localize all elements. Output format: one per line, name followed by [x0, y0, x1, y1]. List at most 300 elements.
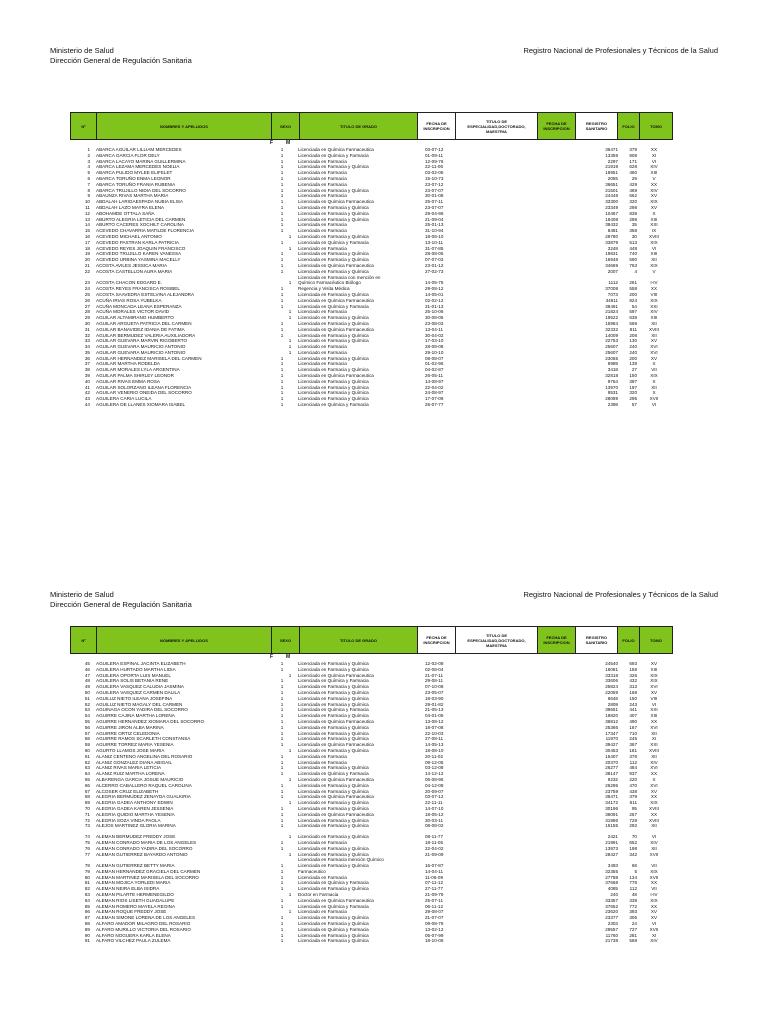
row-folio: 298 [629, 204, 637, 210]
row-fecha: 08-08-02 [425, 823, 444, 829]
row-registro: 24448 [605, 193, 618, 199]
row-sexo-m: 1 [288, 747, 292, 753]
row-name: ALEMAN GUTIERREZ BAYARDO ANTONIO [96, 851, 188, 857]
row-fecha: 27-11-77 [425, 886, 444, 892]
row-registro: 23377 [605, 915, 618, 921]
row-tomo: XV [650, 788, 658, 794]
row-titulo: Licenciada en Farmacia y Química [298, 695, 369, 701]
row-fecha: 27-08-11 [425, 736, 444, 742]
row-registro: 24540 [605, 661, 618, 666]
row-folio: 306 [629, 915, 637, 921]
row-name: ALEMAN ROQUE FREDDY JOSE [96, 909, 167, 915]
row-sexo-m: 1 [288, 776, 292, 782]
row-sexo-f: 1 [280, 759, 284, 765]
row-sexo-f: 1 [280, 811, 284, 817]
table-body-page-1 [0, 147, 768, 408]
row-registro: 36812 [605, 718, 618, 724]
row-number: 87 [84, 915, 90, 921]
row-tomo: XV [650, 204, 658, 210]
row-sexo-f: 1 [280, 228, 284, 234]
row-tomo: XIX [650, 239, 658, 245]
row-sexo-f: 1 [280, 251, 284, 257]
row-tomo: VII [651, 367, 657, 373]
row-registro: 33879 [605, 239, 618, 245]
row-fecha: 30-03-11 [425, 817, 444, 823]
row-fecha: 25-07-11 [425, 897, 444, 903]
row-folio: 513 [629, 239, 637, 245]
row-fecha: 22-10-03 [425, 730, 444, 736]
row-fecha: 01-02-96 [425, 361, 444, 367]
row-fecha: 30-01-08 [425, 193, 444, 199]
row-folio: 112 [629, 759, 637, 765]
row-folio: 397 [629, 378, 637, 384]
row-number: 21 [84, 262, 90, 268]
row-number: 50 [84, 689, 90, 695]
row-sexo-f: 1 [280, 320, 284, 326]
col-name: NOMBRES Y APELLIDOS [97, 627, 272, 653]
row-folio: 484 [629, 765, 637, 771]
col-num: Nº [71, 627, 97, 653]
row-titulo: Licenciada en Farmacia [298, 759, 347, 765]
row-fecha: 17-03-10 [425, 338, 444, 344]
row-titulo: Licenciado en Farmacia y Química [298, 747, 369, 753]
row-tomo: XI [651, 932, 657, 938]
row-titulo: Licenciada en Farmacia y Química [298, 915, 369, 921]
row-name: ABARCA GARCIA FLOR DELY [96, 152, 160, 158]
row-registro: 11970 [605, 736, 618, 742]
row-tomo: XIV [650, 164, 658, 170]
row-tomo: X [652, 390, 656, 396]
row-tomo: XV [650, 915, 658, 921]
row-titulo: Licenciada en Farmacia y Química [298, 823, 369, 829]
row-number: 10 [84, 199, 90, 205]
row-titulo: Licenciada en Farmacia y Química [298, 863, 369, 869]
row-tomo: VI [651, 834, 657, 840]
row-titulo: Licenciada en Farmacia y Química [298, 921, 369, 927]
row-registro: 23759 [605, 788, 618, 794]
row-tomo: XI [651, 736, 657, 742]
row-name: ALEMAN MOJICA YORLEDI MARIA [96, 880, 171, 886]
row-number: 47 [84, 672, 90, 678]
row-registro: 23620 [605, 909, 618, 915]
table-row [0, 857, 768, 869]
row-titulo: Licenciada en Farmacia y Química [298, 765, 369, 771]
row-name: ALFARO AMADOR MILAGRO DEL ROSARIO [96, 921, 191, 927]
row-number: 4 [87, 164, 90, 170]
row-titulo: Licenciada en Farmacia [298, 839, 347, 845]
row-fecha: 20-11-02 [425, 753, 444, 759]
row-fecha: 23-05-07 [425, 689, 444, 695]
row-fecha: 03-12-08 [425, 765, 444, 771]
row-folio: 150 [629, 695, 637, 701]
row-name: ACOSTA SAAVEDRA ESTELVINA ALEJANDRA [96, 291, 195, 297]
row-titulo: Licenciada en Química Farmaceutica [298, 718, 374, 724]
row-name: AGUIRRE RAMOS SCARLETH CONSTANSA [96, 736, 191, 742]
row-number: 79 [84, 868, 90, 874]
row-sexo-f: 1 [280, 396, 284, 402]
row-name: AGUILAR PALMA SHIRLEY LEONOR [96, 373, 174, 379]
directorate-name: Dirección General de Regulación Sanitaria [50, 600, 192, 609]
row-number: 27 [84, 303, 90, 309]
row-registro: 240 [610, 892, 618, 898]
row-folio: 208 [629, 332, 637, 338]
row-registro: 21738 [605, 938, 618, 944]
row-sexo-f: 1 [280, 147, 284, 152]
row-number: 55 [84, 718, 90, 724]
row-tomo: XII [651, 823, 657, 829]
row-fecha: 14-04-11 [425, 868, 444, 874]
row-folio: 342 [629, 851, 637, 857]
row-tomo: XIII [650, 251, 658, 257]
row-titulo: Licenciada en Farmacia [298, 181, 347, 187]
row-number: 61 [84, 753, 90, 759]
row-number: 23 [84, 280, 90, 286]
row-name: AGUILAR RIVAS EMMA ROSA [96, 378, 160, 384]
row-fecha: 29-04-96 [425, 210, 444, 216]
row-name: AGUIRRE HERNANDEZ XIOMARA DEL SOCORRO [96, 718, 205, 724]
row-fecha: 30-08-05 [425, 315, 444, 321]
row-number: 91 [84, 938, 90, 944]
row-tomo: X [652, 361, 656, 367]
row-fecha: 23-01-12 [425, 262, 444, 268]
row-number: 65 [84, 776, 90, 782]
row-folio: 326 [629, 672, 637, 678]
row-sexo-f: 1 [280, 874, 284, 880]
row-folio: 29 [631, 175, 637, 181]
row-fecha: 28-08-08 [425, 344, 444, 350]
row-folio: 134 [629, 874, 637, 880]
row-sexo-f: 1 [280, 765, 284, 771]
row-number: 89 [84, 926, 90, 932]
row-name: ALEMAN SIMONE LORENA DE LOS ANGELES [96, 915, 196, 921]
row-folio: 240 [629, 349, 637, 355]
row-folio: 367 [629, 742, 637, 748]
row-tomo: XIX [650, 373, 658, 379]
row-registro: 3493 [607, 863, 618, 869]
row-number: 19 [84, 251, 90, 257]
row-folio: 376 [629, 753, 637, 759]
row-fecha: 14-08-97 [425, 378, 444, 384]
row-tomo: XIX [650, 672, 658, 678]
row-name: ALCERRO CABALLERO RAQUEL CAROLINA [96, 782, 192, 788]
row-tomo: XI [651, 152, 657, 158]
row-folio: 57 [631, 402, 637, 408]
row-name: AGUINAGA OCON YADIRA DEL SOCORRO [96, 707, 188, 713]
row-titulo: Licenciada en Farmacia y Química [298, 805, 369, 811]
ministry-name: Ministerio de Salud [50, 46, 114, 55]
row-tomo: XVIII [649, 326, 659, 332]
row-fecha: 18-06-10 [425, 233, 444, 239]
row-number: 72 [84, 817, 90, 823]
row-titulo: Licenciada en Química y Farmacia [298, 152, 369, 158]
row-sexo-f: 1 [280, 730, 284, 736]
row-fecha: 13-10-11 [425, 239, 444, 245]
row-fecha: 14-05-75 [425, 280, 444, 286]
row-fecha: 18-08-10 [425, 747, 444, 753]
row-registro: 8989 [607, 361, 618, 367]
row-registro: 13973 [605, 845, 618, 851]
row-name: ACEVEDO URBINA YASMINA MACELLY [96, 257, 181, 263]
row-registro: 36471 [605, 794, 618, 800]
row-number: 42 [84, 390, 90, 396]
row-name: ALEMAN CONRADO YADIRA DEL SOCORRO [96, 845, 193, 851]
row-titulo: Licenciado en Química Farmaceutica [298, 672, 374, 678]
row-sexo-f: 1 [280, 689, 284, 695]
row-fecha: 14-12-12 [425, 771, 444, 777]
row-registro: 2398 [607, 402, 618, 408]
row-titulo: Licenciada en Farmacia y Química [298, 164, 369, 170]
row-tomo: XX [650, 718, 658, 724]
row-tomo: XVI [650, 724, 658, 730]
row-sexo-f: 1 [280, 718, 284, 724]
row-name: AGUILERA VASQUEZ CARMEN DALILA [96, 689, 181, 695]
row-fecha: 27-02-73 [425, 268, 444, 274]
row-name: ABAUNZA RIVAS MARTHA MARIA [96, 193, 169, 199]
col-tomo: TOMO [650, 123, 662, 129]
row-number: 62 [84, 759, 90, 765]
row-folio: 295 [629, 396, 637, 402]
table-row [0, 823, 768, 829]
row-folio: 5 [634, 868, 637, 874]
row-name: ACOSTA CHACON EDGARD E. [96, 280, 163, 286]
row-number: 82 [84, 886, 90, 892]
row-name: AGUILERA ESPINAL JACINTA ELIZABETH [96, 661, 186, 666]
row-tomo: XVII [649, 851, 659, 857]
row-name: ALEGRIA QUIDIO MARTHA YESENIA [96, 811, 175, 817]
row-name: ACOSTA AVILES JESSICA MARIA [96, 262, 168, 268]
row-name: ALEGRIA GADEA KAREN JESSENIA [96, 805, 174, 811]
row-registro: 36091 [605, 811, 618, 817]
row-registro: 34669 [605, 262, 618, 268]
row-folio: 628 [629, 164, 637, 170]
row-fecha: 03-07-12 [425, 147, 444, 152]
row-number: 73 [84, 823, 90, 829]
row-fecha: 23-07-12 [425, 181, 444, 187]
col-folio: FOLIO [618, 113, 640, 139]
row-tomo: XII [651, 332, 657, 338]
row-registro: 21919 [605, 164, 618, 170]
row-registro: 23349 [605, 204, 618, 210]
row-sexo-f: 1 [280, 863, 284, 869]
row-registro: 26295 [605, 782, 618, 788]
row-titulo: Licenciada en Química Farmaceutica [298, 147, 374, 152]
row-fecha: 02-02-12 [425, 297, 444, 303]
row-tomo: XX [650, 794, 658, 800]
row-name: ALFARO MURILLO VICTORIA DEL ROSARIO [96, 926, 191, 932]
row-titulo: Licenciada en Farmacia y Química [298, 187, 369, 193]
row-sexo-f: 1 [280, 845, 284, 851]
row-number: 46 [84, 666, 90, 672]
row-fecha: 26-05-11 [425, 373, 444, 379]
row-titulo: Regencia y Visita Médica [298, 286, 350, 292]
row-sexo-m: 1 [288, 315, 292, 321]
row-tomo: XII [651, 257, 657, 263]
row-sexo-f: 1 [280, 805, 284, 811]
row-fecha: 02-08-04 [425, 666, 444, 672]
row-folio: 693 [629, 661, 637, 666]
table-header [70, 112, 673, 140]
row-folio: 429 [629, 181, 637, 187]
row-fecha: 14-05-01 [425, 291, 444, 297]
row-fecha: 23-07-07 [425, 204, 444, 210]
org-header [50, 46, 192, 66]
row-sexo-f: 1 [280, 736, 284, 742]
row-titulo: Licenciada en Química y Farmacia [298, 239, 369, 245]
row-name: AGUILAR ALTAMIRANO HUMBERTO [96, 315, 174, 321]
row-titulo: Licenciada en Farmacia y Química [298, 886, 369, 892]
row-tomo: XX [650, 286, 658, 292]
row-folio: 68 [631, 863, 637, 869]
row-folio: 48 [631, 892, 637, 898]
row-titulo: Licenciada en Farmacia y Química [298, 817, 369, 823]
row-registro: 25607 [605, 344, 618, 350]
row-registro: 9232 [607, 776, 618, 782]
row-titulo: Licenciada en Química Farmaceutica [298, 199, 374, 205]
row-registro: 14009 [605, 332, 618, 338]
row-registro: 34172 [605, 800, 618, 806]
row-number: 6 [87, 175, 90, 181]
row-fecha: 25-07-11 [425, 199, 444, 205]
row-titulo: Licenciada en Química y Farmacia [298, 771, 369, 777]
row-name: ABARCA LEZAMA MERCEDES NOELIA [96, 164, 180, 170]
row-name: ALANIZ GONZALEZ DIANA ABIGAIL [96, 759, 173, 765]
row-registro: 25607 [605, 349, 618, 355]
row-name: AGUILAR VENERIO ONEIDA DEL SOCORRO [96, 390, 192, 396]
row-titulo: Licenciado en Farmacia y Química [298, 315, 369, 321]
table-row [0, 275, 768, 287]
row-tomo: XV [650, 355, 658, 361]
row-name: ACUÑA IRIAS ROSA YUBELKA [96, 297, 162, 303]
row-titulo: Licenciada en Farmacia y Química [298, 932, 369, 938]
col-fecha-2: FECHA DE INSCRIPCION [538, 113, 576, 139]
row-registro: 8481 [607, 228, 618, 234]
col-folio: FOLIO [618, 627, 640, 653]
row-folio: 710 [629, 730, 637, 736]
page-2 [0, 586, 768, 1024]
col-fecha: FECHA DE INSCRIPCION [418, 627, 456, 653]
row-titulo: Licenciada en Farmacia y Química [298, 384, 369, 390]
row-fecha: 04-01-05 [425, 713, 444, 719]
row-fecha: 21-09-09 [425, 851, 444, 857]
row-fecha: 21-07-11 [425, 672, 444, 678]
row-titulo: Licenciada en Farmacia y Química [298, 251, 369, 257]
row-number: 83 [84, 892, 90, 898]
row-registro: 1112 [608, 280, 618, 286]
row-fecha: 04-02-87 [425, 367, 444, 373]
row-fecha: 25-01-13 [425, 222, 444, 228]
row-fecha: 17-07-09 [425, 396, 444, 402]
row-sexo-f: 1 [280, 297, 284, 303]
row-registro: 19522 [605, 315, 618, 321]
row-fecha: 24-08-97 [425, 390, 444, 396]
row-sexo-f: 1 [280, 823, 284, 829]
row-number: 64 [84, 771, 90, 777]
row-titulo: Licenciado en Farmacia y Química [298, 800, 369, 806]
row-number: 28 [84, 309, 90, 315]
row-tomo: XXI [650, 303, 658, 309]
row-sexo-f: 1 [280, 199, 284, 205]
row-fecha: 06-11-12 [425, 903, 444, 909]
row-sexo-f: 1 [280, 915, 284, 921]
row-folio: 460 [629, 170, 637, 176]
row-tomo: X [652, 210, 656, 216]
row-registro: 32355 [605, 868, 618, 874]
col-sexo: SEXO [272, 113, 300, 139]
row-number: 35 [84, 349, 90, 355]
row-registro: 27788 [605, 874, 618, 880]
row-sexo-f: 1 [280, 326, 284, 332]
row-name: ACEVEDO TRUJILLO KAREN VANESSA [96, 251, 182, 257]
col-fecha-2: FECHA DE INSCRIPCION [538, 627, 576, 653]
row-fecha: 20-09-07 [425, 788, 444, 794]
row-titulo: Licenciada en Química Farmaceutica [298, 262, 374, 268]
row-titulo: Químico Farmacéutico Biólogo [298, 280, 361, 286]
col-registro: REGISTRO SANITARIO [576, 627, 618, 653]
row-fecha: 22-11-06 [425, 164, 444, 170]
row-number: 56 [84, 724, 90, 730]
row-fecha: 18-11-05 [425, 839, 444, 845]
row-fecha: 09-12-05 [425, 759, 444, 765]
row-folio: 590 [629, 257, 637, 263]
row-titulo: Licenciada en Química Farmaceutica [298, 297, 374, 303]
row-sexo-f: 1 [280, 695, 284, 701]
row-fecha: 03-02-05 [425, 170, 444, 176]
row-sexo-f: 1 [280, 868, 284, 874]
row-number: 26 [84, 297, 90, 303]
row-name: AGUILAR BERMUDEZ VALERIA AUXILIADORA [96, 332, 196, 338]
row-number: 29 [84, 315, 90, 321]
row-registro: 7073 [607, 291, 618, 297]
col-titulo: TITULO DE GRADO [300, 627, 418, 653]
row-folio: 597 [629, 309, 637, 315]
row-folio: 470 [629, 782, 637, 788]
row-registro: 34811 [605, 297, 618, 303]
row-tomo: VI [651, 921, 657, 927]
row-tomo: XV [650, 909, 658, 915]
row-folio: 393 [629, 909, 637, 915]
row-fecha: 29-10-10 [425, 349, 444, 355]
row-titulo: Licenciada en Farmacia y Química [298, 689, 369, 695]
row-number: 39 [84, 373, 90, 379]
row-number: 54 [84, 713, 90, 719]
row-folio: 168 [629, 689, 637, 695]
row-name: ALEMAN NEIRA ELBA ISIDRA [96, 886, 160, 892]
row-number: 70 [84, 805, 90, 811]
row-registro: 18408 [605, 216, 618, 222]
row-titulo: Licenciada en Química y Farmacia [298, 402, 369, 408]
row-titulo: Licenciada en Farmacia y Química [298, 661, 369, 666]
row-fecha: 14-05-13 [425, 742, 444, 748]
row-folio: 320 [629, 199, 637, 205]
col-fecha: FECHA DE INSCRIPCION [418, 113, 456, 139]
row-titulo: Licenciada en Química y Farmacia [298, 678, 369, 684]
row-registro: 20370 [605, 759, 618, 765]
row-number: 8 [87, 187, 90, 193]
row-number: 60 [84, 747, 90, 753]
row-tomo: XIX [650, 297, 658, 303]
row-number: 3 [87, 158, 90, 164]
row-sexo-f: 1 [280, 239, 284, 245]
row-folio: 281 [629, 932, 637, 938]
row-name: AGUILUZ NIETO MAGALY DEL CARMEN [96, 701, 183, 707]
row-number: 75 [84, 839, 90, 845]
row-sexo-f: 1 [280, 742, 284, 748]
row-number: 44 [84, 402, 90, 408]
row-registro: 16948 [605, 257, 618, 263]
col-registro: REGISTRO SANITARIO [576, 113, 618, 139]
col-especialidad: TITULO DE ESPECIALIDAD,DOCTORADO, MAESTRIA [456, 113, 538, 139]
row-fecha: 14-07-10 [425, 805, 444, 811]
